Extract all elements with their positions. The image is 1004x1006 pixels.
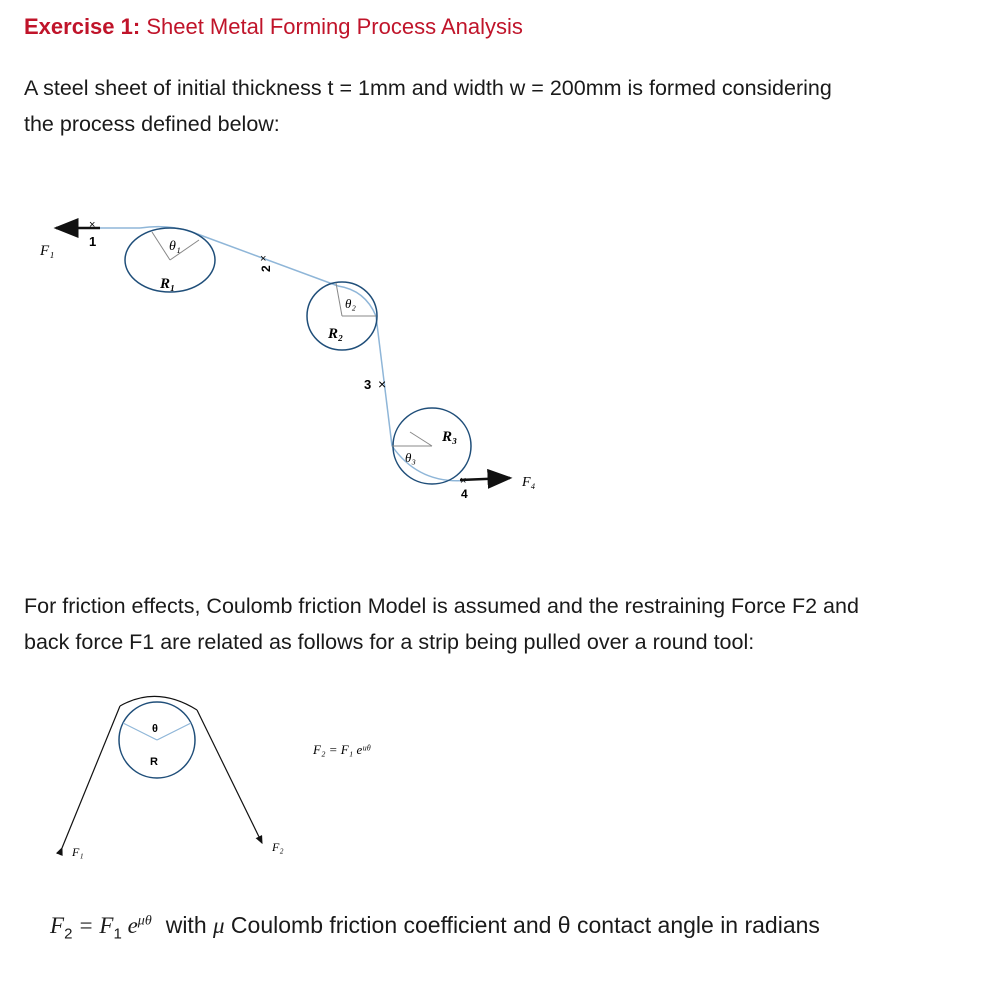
point-2-mark: × (260, 253, 267, 265)
point-4-label: 4 (461, 487, 468, 501)
formula-eq: = F (72, 913, 114, 938)
title-text: Sheet Metal Forming Process Analysis (140, 14, 523, 39)
strip-path (95, 227, 470, 481)
formula-desc-with: with (165, 912, 213, 938)
formula-exponent: μθ (137, 913, 152, 929)
f4-label: F₄ (522, 475, 536, 490)
f1-label: F₁ (40, 243, 55, 259)
theta1-label: θ₁ (169, 239, 181, 254)
f4-arrow (460, 478, 510, 480)
r-label: R (150, 756, 158, 768)
theta-label: θ (152, 723, 158, 735)
formula-desc-rest: Coulomb friction coefficient and θ contact angle in radians (224, 912, 820, 938)
formula-lhs-sub: 2 (64, 925, 73, 943)
formula-lhs: F (50, 913, 65, 938)
formula-rhs-sub: 1 (113, 925, 122, 943)
coulomb-formula (50, 912, 820, 943)
roller-r3 (392, 408, 471, 484)
title-bold: Exercise 1: (24, 14, 141, 39)
friction-paragraph (24, 588, 984, 660)
formula-e: e (121, 913, 138, 938)
intro-line-1: A steel sheet of initial thickness t = 1mm and width w = 200mm is formed considering (24, 76, 832, 100)
friction-line-1: For friction effects, Coulomb friction Model is assumed and the restraining Force F2 and (24, 594, 859, 618)
small-formula: F₂ = F₁ eᵘᶿ (313, 742, 370, 757)
theta3-label: θ₃ (405, 450, 416, 465)
friction-diagram (62, 696, 262, 848)
point-1-label: 1 (89, 234, 97, 249)
r1-label: R₁ (160, 276, 176, 292)
point-1-mark: × (89, 219, 96, 231)
formula-mu: μ (213, 913, 225, 938)
r3-label: R₃ (442, 429, 458, 445)
friction-line-2: back force F1 are related as follows for a strip being pulled over a round tool: (24, 630, 755, 654)
intro-line-2: the process defined below: (24, 112, 280, 136)
point-3-label: 3 (364, 377, 372, 392)
force-right-label: F₂ (272, 840, 284, 854)
point-3-mark: × (378, 376, 387, 392)
point-2-label: 2 (259, 265, 273, 272)
r2-label: R₂ (328, 326, 344, 342)
force-left-label: F₁ (72, 845, 84, 859)
theta2-label: θ₂ (345, 296, 356, 311)
